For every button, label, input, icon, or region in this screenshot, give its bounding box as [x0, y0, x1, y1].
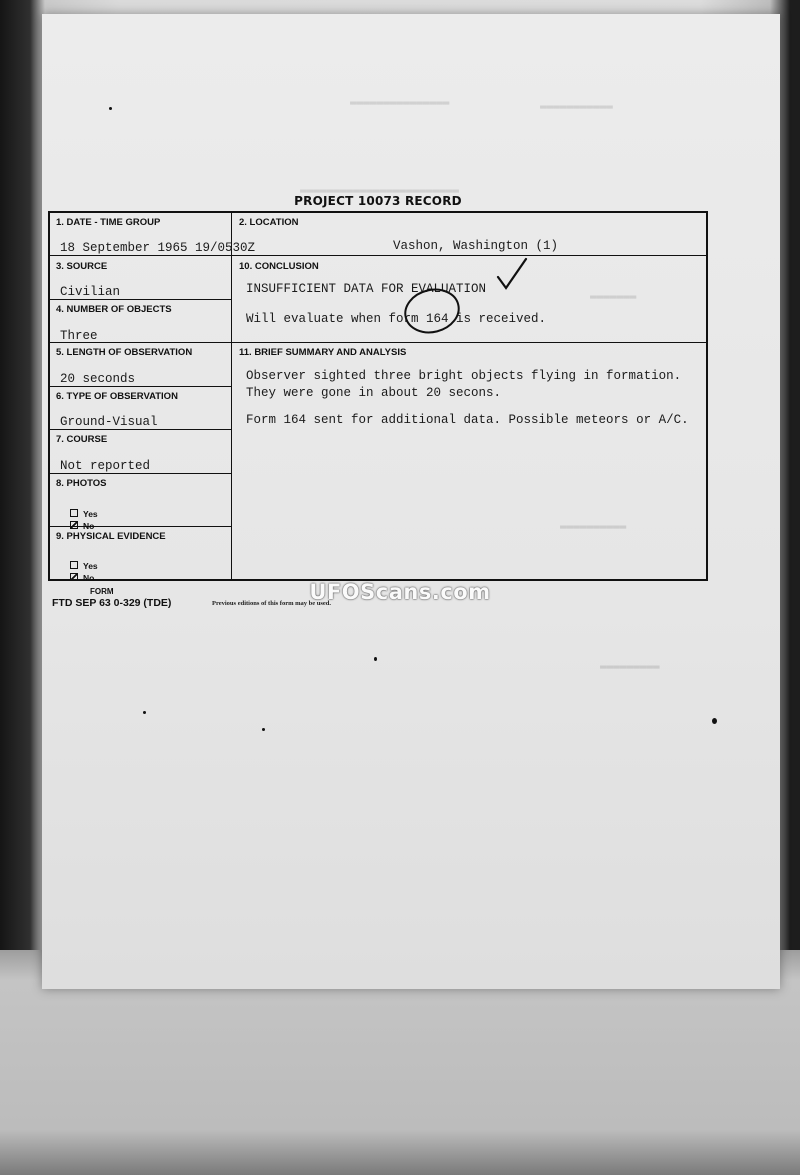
handwritten-check-icon: [496, 257, 528, 291]
bleed-through-mark: ▬▬▬▬▬▬▬▬▬: [600, 660, 660, 673]
photos-no-option: No: [70, 514, 94, 533]
footer-form-code: FTD SEP 63 0-329 (TDE): [52, 597, 172, 609]
location-label: 2. LOCATION: [239, 217, 299, 228]
bleed-through-mark: ▬▬▬▬▬▬▬▬▬▬▬: [540, 100, 613, 113]
physical-evidence-yes-option: Yes: [70, 554, 98, 573]
speck: [374, 657, 377, 661]
bleed-through-mark: ▬▬▬▬▬▬▬: [590, 290, 637, 303]
photos-label: 8. PHOTOS: [56, 478, 107, 489]
type-of-observation-label: 6. TYPE OF OBSERVATION: [56, 391, 178, 402]
footer-note: Previous editions of this form may be used.: [212, 600, 332, 607]
number-of-objects-value: Three: [60, 329, 98, 343]
row-divider: [50, 429, 231, 430]
checkbox-checked-icon: [70, 521, 78, 529]
row-divider: [50, 255, 706, 256]
course-value: Not reported: [60, 459, 151, 473]
row-divider: [50, 386, 231, 387]
length-of-observation-label: 5. LENGTH OF OBSERVATION: [56, 347, 193, 358]
location-value: Vashon, Washington (1): [393, 239, 559, 253]
checkbox-checked-icon: [70, 573, 78, 581]
conclusion-label: 10. CONCLUSION: [239, 261, 319, 272]
row-divider: [231, 342, 706, 343]
bleed-through-mark: ▬▬▬▬▬▬▬▬▬▬▬▬▬▬▬▬▬▬▬▬▬▬▬▬: [300, 184, 459, 197]
physical-evidence-no-option: No: [70, 566, 94, 585]
summary-line-2: They were gone in about 20 secons.: [246, 386, 502, 400]
speck: [143, 711, 146, 714]
speck: [262, 728, 265, 731]
bleed-through-mark: ▬▬▬▬▬▬▬▬▬▬: [560, 520, 627, 533]
photos-yes-option: Yes: [70, 502, 98, 521]
speck: [712, 718, 717, 724]
length-of-observation-value: 20 seconds: [60, 372, 136, 386]
speck: [109, 107, 112, 110]
source-label: 3. SOURCE: [56, 261, 108, 272]
handwritten-circle-icon: [401, 284, 463, 336]
watermark: UFOScans.com: [309, 580, 491, 604]
date-time-group-label: 1. DATE - TIME GROUP: [56, 217, 161, 228]
number-of-objects-label: 4. NUMBER OF OBJECTS: [56, 304, 172, 315]
column-divider: [231, 213, 232, 579]
summary-line-3: Form 164 sent for additional data. Possible meteors or A/C.: [246, 413, 689, 427]
row-divider: [50, 299, 231, 300]
course-label: 7. COURSE: [56, 434, 108, 445]
summary-label: 11. BRIEF SUMMARY AND ANALYSIS: [239, 347, 407, 358]
source-value: Civilian: [60, 285, 121, 299]
summary-line-1: Observer sighted three bright objects flying in formation.: [246, 369, 682, 383]
conclusion-line-2: Will evaluate when form 164 is received.: [246, 312, 547, 326]
conclusion-line-1: INSUFFICIENT DATA FOR EVALUATION: [246, 282, 487, 296]
footer-form-word: FORM: [90, 587, 114, 596]
date-time-group-value: 18 September 1965 19/0530Z: [60, 241, 256, 255]
form-title: PROJECT 10073 RECORD: [294, 194, 462, 208]
physical-evidence-label: 9. PHYSICAL EVIDENCE: [56, 531, 166, 542]
record-form: [48, 211, 708, 581]
bleed-through-mark: ▬▬▬▬▬▬▬▬▬▬▬▬▬▬▬: [350, 96, 450, 109]
type-of-observation-value: Ground-Visual: [60, 415, 158, 429]
row-divider: [50, 473, 231, 474]
